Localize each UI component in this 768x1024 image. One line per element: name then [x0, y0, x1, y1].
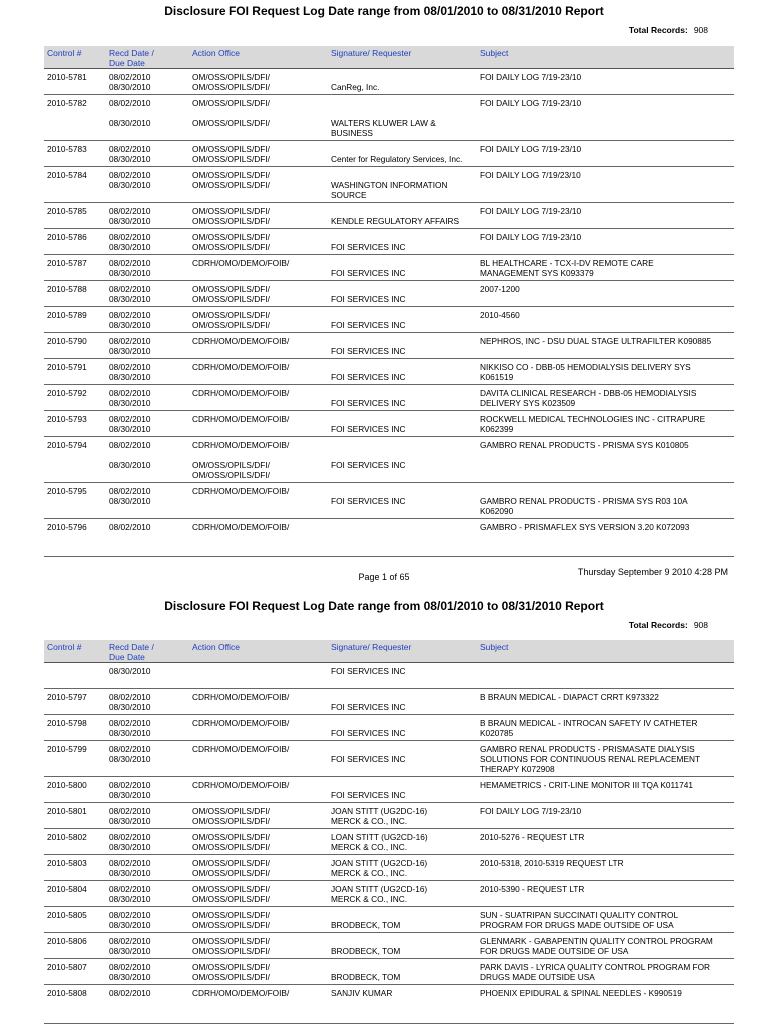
report-title-page2: Disclosure FOI Request Log Date range from 08/01/2010 to 08/31/2010 Report [164, 599, 604, 613]
table-row [44, 281, 734, 307]
requester: FOI SERVICES INC [331, 398, 406, 408]
requester: FOI SERVICES INC [331, 790, 406, 800]
recd-due-dates: 08/02/2010 08/30/2010 [109, 414, 151, 434]
total-records-label: Total Records: [628, 25, 688, 35]
recd-due-dates: 08/02/2010 08/30/2010 [109, 780, 151, 800]
control-number: 2010-5791 [47, 362, 87, 372]
action-office: CDRH/OMO/DEMO/FOIB/ [192, 336, 290, 346]
table-row [44, 359, 734, 385]
requester: FOI SERVICES INC [331, 424, 406, 434]
recd-due-dates: 08/02/2010 08/30/2010 [109, 910, 151, 930]
control-number: 2010-5792 [47, 388, 87, 398]
action-office: CDRH/OMO/DEMO/FOIB/ [192, 258, 290, 268]
recd-due-dates: 08/02/2010 08/30/2010 [109, 832, 151, 852]
subject: ROCKWELL MEDICAL TECHNOLOGIES INC - CITRAPURE K062399 [480, 414, 706, 434]
col-control: Control # [47, 48, 82, 58]
col-signature: Signature/ Requester [331, 642, 412, 652]
requester: SANJIV KUMAR [331, 988, 393, 998]
requester: JOAN STITT (UG2CD-16) MERCK & CO., INC. [331, 858, 428, 878]
action-office: CDRH/OMO/DEMO/FOIB/ [192, 486, 290, 496]
action-office: CDRH/OMO/DEMO/FOIB/ [192, 362, 290, 372]
action-office: OM/OSS/OPILS/DFI/ OM/OSS/OPILS/DFI/ [192, 806, 270, 826]
recd-due-dates: 08/02/2010 08/30/2010 [109, 336, 151, 356]
recd-due-dates: 08/02/2010 08/30/2010 [109, 362, 151, 382]
recd-due-dates: 08/02/2010 08/30/2010 [109, 692, 151, 712]
requester: FOI SERVICES INC [331, 666, 406, 676]
col-recd-date: Recd Date / Due Date [109, 48, 154, 68]
subject: BL HEALTHCARE - TCX-I-DV REMOTE CARE MANAGEMENT SYS K093379 [480, 258, 654, 278]
table-row [44, 741, 734, 777]
table-row [44, 715, 734, 741]
col-signature: Signature/ Requester [331, 48, 412, 58]
control-number: 2010-5805 [47, 910, 87, 920]
requester: FOI SERVICES INC [331, 242, 406, 252]
col-action-office: Action Office [192, 642, 241, 652]
table-row [44, 483, 734, 519]
table-row [44, 519, 734, 557]
control-number: 2010-5808 [47, 988, 87, 998]
requester: FOI SERVICES INC [331, 346, 406, 356]
action-office: CDRH/OMO/DEMO/FOIB/ [192, 414, 290, 424]
control-number: 2010-5781 [47, 72, 87, 82]
action-office: OM/OSS/OPILS/DFI/ OM/OSS/OPILS/DFI/ [192, 310, 270, 330]
table-row [44, 959, 734, 985]
subject: GLENMARK - GABAPENTIN QUALITY CONTROL PROGRAM FOR DRUGS MADE OUTSIDE OF USA [480, 936, 713, 956]
requester: FOI SERVICES INC [331, 320, 406, 330]
control-number: 2010-5794 [47, 440, 87, 450]
subject: GAMBRO RENAL PRODUCTS - PRISMASATE DIALYSIS SOLUTIONS FOR CONTINUOUS RENAL REPLACEMENT THERAPY K072908 [480, 744, 701, 774]
page-number: Page 1 of 65 [358, 572, 410, 582]
requester: WALTERS KLUWER LAW & BUSINESS [331, 118, 436, 138]
requester: JOAN STITT (UG2DC-16) MERCK & CO., INC. [331, 806, 428, 826]
action-office: OM/OSS/OPILS/DFI/ OM/OSS/OPILS/DFI/ [192, 144, 270, 164]
recd-due-dates: 08/02/2010 08/30/2010 [109, 72, 151, 92]
recd-due-dates: 08/02/2010 08/30/2010 [109, 258, 151, 278]
action-office: OM/OSS/OPILS/DFI/ OM/OSS/OPILS/DFI/ [192, 206, 270, 226]
recd-due-dates: 08/02/2010 08/30/2010 [109, 206, 151, 226]
action-office: CDRH/OMO/DEMO/FOIB/ [192, 744, 290, 754]
col-control: Control # [47, 642, 82, 652]
subject: GAMBRO RENAL PRODUCTS - PRISMA SYS K010805 [480, 440, 689, 450]
recd-due-dates: 08/02/2010 [109, 988, 151, 998]
subject: FOI DAILY LOG 7/19-23/10 [480, 72, 582, 82]
table-row [44, 663, 734, 689]
recd-due-dates: 08/02/2010 [109, 522, 151, 532]
subject: 2010-5318, 2010-5319 REQUEST LTR [480, 858, 624, 868]
requester: LOAN STITT (UG2CD-16) MERCK & CO., INC. [331, 832, 428, 852]
action-office: CDRH/OMO/DEMO/FOIB/ [192, 780, 290, 790]
subject: FOI DAILY LOG 7/19-23/10 [480, 98, 582, 108]
action-office: OM/OSS/OPILS/DFI/ OM/OSS/OPILS/DFI/ [192, 884, 270, 904]
subject: GAMBRO RENAL PRODUCTS - PRISMA SYS R03 10A K062090 [480, 496, 688, 516]
report-title: Disclosure FOI Request Log Date range from 08/01/2010 to 08/31/2010 Report [164, 4, 604, 18]
control-number: 2010-5795 [47, 486, 87, 496]
action-office: OM/OSS/OPILS/DFI/ OM/OSS/OPILS/DFI/ [192, 72, 270, 92]
action-office: CDRH/OMO/DEMO/FOIB/ [192, 718, 290, 728]
requester: FOI SERVICES INC [331, 702, 406, 712]
table-header-page2 [44, 640, 734, 663]
recd-due-dates: 08/02/2010 08/30/2010 [109, 806, 151, 826]
table-row [44, 985, 734, 1024]
table-row [44, 907, 734, 933]
recd-due-dates: 08/30/2010 [109, 666, 151, 676]
control-number: 2010-5788 [47, 284, 87, 294]
control-number: 2010-5782 [47, 98, 87, 108]
col-subject: Subject [480, 48, 509, 58]
action-office: CDRH/OMO/DEMO/FOIB/ OM/OSS/OPILS/DFI/ OM/OSS/OPILS/DFI/ [192, 440, 290, 480]
subject: B BRAUN MEDICAL - INTROCAN SAFETY IV CATHETER K020785 [480, 718, 698, 738]
control-number: 2010-5802 [47, 832, 87, 842]
requester: KENDLE REGULATORY AFFAIRS [331, 216, 460, 226]
recd-due-dates: 08/02/2010 08/30/2010 [109, 858, 151, 878]
recd-due-dates: 08/02/2010 08/30/2010 [109, 718, 151, 738]
requester: FOI SERVICES INC [331, 754, 406, 764]
subject: NIKKISO CO - DBB-05 HEMODIALYSIS DELIVERY SYS K061519 [480, 362, 691, 382]
control-number: 2010-5793 [47, 414, 87, 424]
col-action-office: Action Office [192, 48, 241, 58]
log-table-page2 [44, 663, 734, 1024]
control-number: 2010-5783 [47, 144, 87, 154]
table-header [44, 46, 734, 69]
action-office: CDRH/OMO/DEMO/FOIB/ [192, 522, 290, 532]
action-office: OM/OSS/OPILS/DFI/ OM/OSS/OPILS/DFI/ [192, 98, 270, 128]
print-timestamp: Thursday September 9 2010 4:28 PM [577, 567, 728, 577]
requester: BRODBECK, TOM [331, 972, 401, 982]
table-row [44, 803, 734, 829]
table-row [44, 95, 734, 141]
table-row [44, 855, 734, 881]
total-records [629, 25, 708, 35]
requester: BRODBECK, TOM [331, 920, 401, 930]
table-row [44, 881, 734, 907]
action-office: OM/OSS/OPILS/DFI/ OM/OSS/OPILS/DFI/ [192, 232, 270, 252]
recd-due-dates: 08/02/2010 08/30/2010 [109, 98, 151, 128]
recd-due-dates: 08/02/2010 08/30/2010 [109, 440, 151, 470]
control-number: 2010-5798 [47, 718, 87, 728]
requester: FOI SERVICES INC [331, 460, 406, 470]
requester: FOI SERVICES INC [331, 294, 406, 304]
total-records-label: Total Records: [628, 620, 688, 630]
control-number: 2010-5787 [47, 258, 87, 268]
requester: WASHINGTON INFORMATION SOURCE [331, 180, 448, 200]
control-number: 2010-5785 [47, 206, 87, 216]
table-row [44, 307, 734, 333]
table-row [44, 141, 734, 167]
recd-due-dates: 08/02/2010 08/30/2010 [109, 388, 151, 408]
recd-due-dates: 08/02/2010 08/30/2010 [109, 936, 151, 956]
requester: FOI SERVICES INC [331, 496, 406, 506]
subject: 2010-5390 - REQUEST LTR [480, 884, 585, 894]
control-number: 2010-5800 [47, 780, 87, 790]
subject: 2007-1200 [480, 284, 520, 294]
col-recd-date: Recd Date / Due Date [109, 642, 154, 662]
control-number: 2010-5789 [47, 310, 87, 320]
subject: GAMBRO - PRISMAFLEX SYS VERSION 3.20 K072093 [480, 522, 690, 532]
recd-due-dates: 08/02/2010 08/30/2010 [109, 170, 151, 190]
action-office: OM/OSS/OPILS/DFI/ OM/OSS/OPILS/DFI/ [192, 832, 270, 852]
control-number: 2010-5790 [47, 336, 87, 346]
subject: FOI DAILY LOG 7/19-23/10 [480, 206, 582, 216]
subject: FOI DAILY LOG 7/19-23/10 [480, 144, 582, 154]
action-office: OM/OSS/OPILS/DFI/ OM/OSS/OPILS/DFI/ [192, 284, 270, 304]
action-office: OM/OSS/OPILS/DFI/ OM/OSS/OPILS/DFI/ [192, 910, 270, 930]
control-number: 2010-5806 [47, 936, 87, 946]
requester: FOI SERVICES INC [331, 728, 406, 738]
requester: FOI SERVICES INC [331, 268, 406, 278]
requester: Center for Regulatory Services, Inc. [331, 154, 463, 164]
control-number: 2010-5784 [47, 170, 87, 180]
subject: FOI DAILY LOG 7/19/23/10 [480, 170, 581, 180]
log-table-page1 [44, 69, 734, 557]
subject: SUN - SUATRIPAN SUCCINATI QUALITY CONTROL PROGRAM FOR DRUGS MADE OUTSIDE OF USA [480, 910, 679, 930]
recd-due-dates: 08/02/2010 08/30/2010 [109, 744, 151, 764]
subject: DAVITA CLINICAL RESEARCH - DBB-05 HEMODIALYSIS DELIVERY SYS K023509 [480, 388, 697, 408]
table-row [44, 689, 734, 715]
action-office: OM/OSS/OPILS/DFI/ OM/OSS/OPILS/DFI/ [192, 962, 270, 982]
table-row [44, 255, 734, 281]
recd-due-dates: 08/02/2010 08/30/2010 [109, 310, 151, 330]
action-office: OM/OSS/OPILS/DFI/ OM/OSS/OPILS/DFI/ [192, 936, 270, 956]
action-office: OM/OSS/OPILS/DFI/ OM/OSS/OPILS/DFI/ [192, 858, 270, 878]
subject: FOI DAILY LOG 7/19-23/10 [480, 806, 582, 816]
table-row [44, 203, 734, 229]
subject: PARK DAVIS - LYRICA QUALITY CONTROL PROGRAM FOR DRUGS MADE OUTSIDE USA [480, 962, 711, 982]
subject: 2010-4560 [480, 310, 520, 320]
table-row [44, 333, 734, 359]
action-office: CDRH/OMO/DEMO/FOIB/ [192, 692, 290, 702]
control-number: 2010-5803 [47, 858, 87, 868]
table-row [44, 777, 734, 803]
table-row [44, 385, 734, 411]
control-number: 2010-5786 [47, 232, 87, 242]
control-number: 2010-5804 [47, 884, 87, 894]
subject: NEPHROS, INC - DSU DUAL STAGE ULTRAFILTER K090885 [480, 336, 712, 346]
action-office: CDRH/OMO/DEMO/FOIB/ [192, 988, 290, 998]
subject: B BRAUN MEDICAL - DIAPACT CRRT K973322 [480, 692, 659, 702]
action-office: OM/OSS/OPILS/DFI/ OM/OSS/OPILS/DFI/ [192, 170, 270, 190]
recd-due-dates: 08/02/2010 08/30/2010 [109, 962, 151, 982]
subject: HEMAMETRICS - CRIT-LINE MONITOR III TQA K011741 [480, 780, 693, 790]
total-records-page2 [629, 620, 708, 630]
table-row [44, 933, 734, 959]
control-number: 2010-5797 [47, 692, 87, 702]
subject: 2010-5276 - REQUEST LTR [480, 832, 585, 842]
recd-due-dates: 08/02/2010 08/30/2010 [109, 884, 151, 904]
recd-due-dates: 08/02/2010 08/30/2010 [109, 144, 151, 164]
requester: JOAN STITT (UG2CD-16) MERCK & CO., INC. [331, 884, 428, 904]
recd-due-dates: 08/02/2010 08/30/2010 [109, 232, 151, 252]
recd-due-dates: 08/02/2010 08/30/2010 [109, 486, 151, 506]
table-row [44, 167, 734, 203]
control-number: 2010-5796 [47, 522, 87, 532]
recd-due-dates: 08/02/2010 08/30/2010 [109, 284, 151, 304]
requester: CanReg, Inc. [331, 82, 380, 92]
subject: FOI DAILY LOG 7/19-23/10 [480, 232, 582, 242]
requester: FOI SERVICES INC [331, 372, 406, 382]
col-subject: Subject [480, 642, 509, 652]
table-row [44, 411, 734, 437]
requester: BRODBECK, TOM [331, 946, 401, 956]
subject: PHOENIX EPIDURAL & SPINAL NEEDLES - K990519 [480, 988, 682, 998]
control-number: 2010-5807 [47, 962, 87, 972]
total-records-value: 908 [693, 620, 708, 630]
control-number: 2010-5801 [47, 806, 87, 816]
control-number: 2010-5799 [47, 744, 87, 754]
table-row [44, 229, 734, 255]
total-records-value: 908 [693, 25, 708, 35]
action-office: CDRH/OMO/DEMO/FOIB/ [192, 388, 290, 398]
table-row [44, 829, 734, 855]
table-row [44, 437, 734, 483]
table-row [44, 69, 734, 95]
